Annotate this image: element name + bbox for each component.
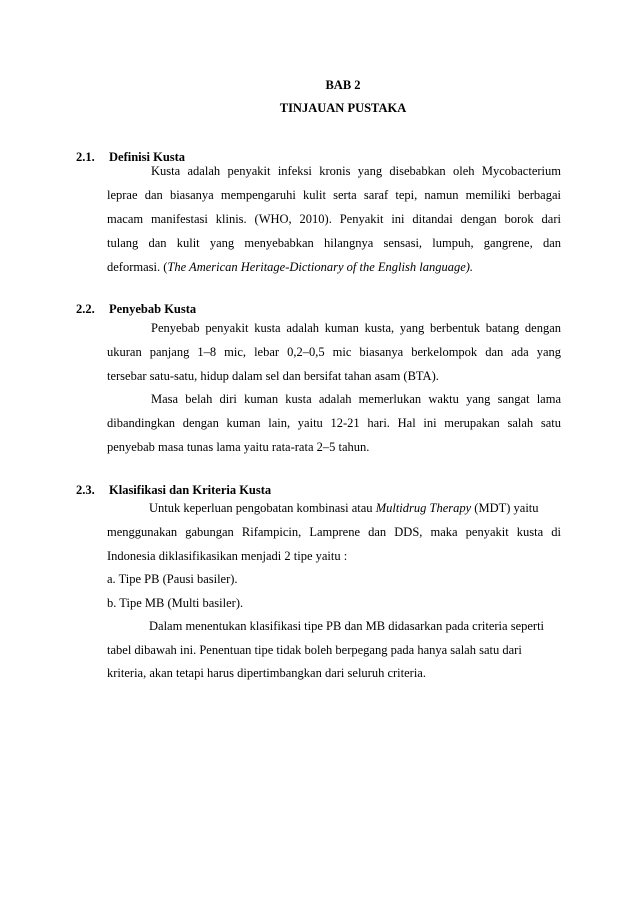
paragraph-line: tersebar satu-satu, hidup dalam sel dan bersifat tahan asam (BTA).	[107, 369, 439, 383]
paragraph-line: macam manifestasi klinis. (WHO, 2010). Penyakit ini ditandai dengan borok dari	[107, 212, 561, 226]
paragraph-line: penyebab masa tunas lama yaitu rata-rata 2–5 tahun.	[107, 440, 370, 454]
section-heading-2-3	[76, 483, 271, 498]
section-heading-2-2	[76, 302, 196, 317]
list-item: b. Tipe MB (Multi basiler).	[107, 596, 244, 610]
section-title: Klasifikasi dan Kriteria Kusta	[109, 483, 272, 497]
section-number: 2.2.	[76, 302, 95, 316]
paragraph-line: Masa belah diri kuman kusta adalah memerlukan waktu yang sangat lama	[151, 392, 561, 406]
section-title: Penyebab Kusta	[109, 302, 197, 316]
paragraph-line: Dalam menentukan klasifikasi tipe PB dan MB didasarkan pada criteria seperti	[149, 619, 545, 633]
citation-prefix: deformasi. (	[107, 260, 168, 274]
mdt-prefix: Untuk keperluan pengobatan kombinasi atau	[149, 501, 376, 515]
section-number: 2.3.	[76, 483, 95, 497]
paragraph-line: leprae dan biasanya mempengaruhi kulit serta saraf tepi, namun memiliki berbagai	[107, 188, 561, 202]
chapter-title: TINJAUAN PUSTAKA	[279, 101, 407, 115]
paragraph-line: Penyebab penyakit kusta adalah kuman kusta, yang berbentuk batang dengan	[151, 321, 561, 335]
paragraph-line: tulang dan kulit yang menyebabkan hilangnya sensasi, lumpuh, gangrene, dan	[107, 236, 561, 250]
paragraph-line: dibandingkan dengan kuman lain, yaitu 12-21 hari. Hal ini merupakan salah satu	[107, 416, 561, 430]
paragraph-line-mdt	[107, 500, 561, 516]
paragraph-line: ukuran panjang 1–8 mic, lebar 0,2–0,5 mic biasanya berkelompok dan ada yang	[107, 345, 561, 359]
paragraph-line: menggunakan gabungan Rifampicin, Lamprene dan DDS, maka penyakit kusta di	[107, 525, 561, 539]
paragraph-line-citation	[107, 259, 561, 275]
paragraph-line: kriteria, akan tetapi harus dipertimbangkan dari seluruh criteria.	[107, 666, 426, 680]
paragraph-line: Kusta adalah penyakit infeksi kronis yang disebabkan oleh Mycobacterium	[151, 164, 561, 178]
section-number: 2.1.	[76, 150, 95, 164]
paragraph-line: Indonesia diklasifikasikan menjadi 2 tipe yaitu :	[107, 549, 348, 563]
section-title: Definisi Kusta	[109, 150, 186, 164]
mdt-term: Multidrug Therapy	[375, 501, 472, 515]
list-item: a. Tipe PB (Pausi basiler).	[107, 572, 238, 586]
paragraph-line: tabel dibawah ini. Penentuan tipe tidak boleh berpegang pada hanya salah satu dari	[107, 643, 522, 657]
citation-source: The American Heritage-Dictionary of the English language).	[167, 260, 474, 274]
mdt-suffix: (MDT) yaitu	[471, 501, 539, 515]
chapter-number: BAB 2	[325, 78, 361, 92]
